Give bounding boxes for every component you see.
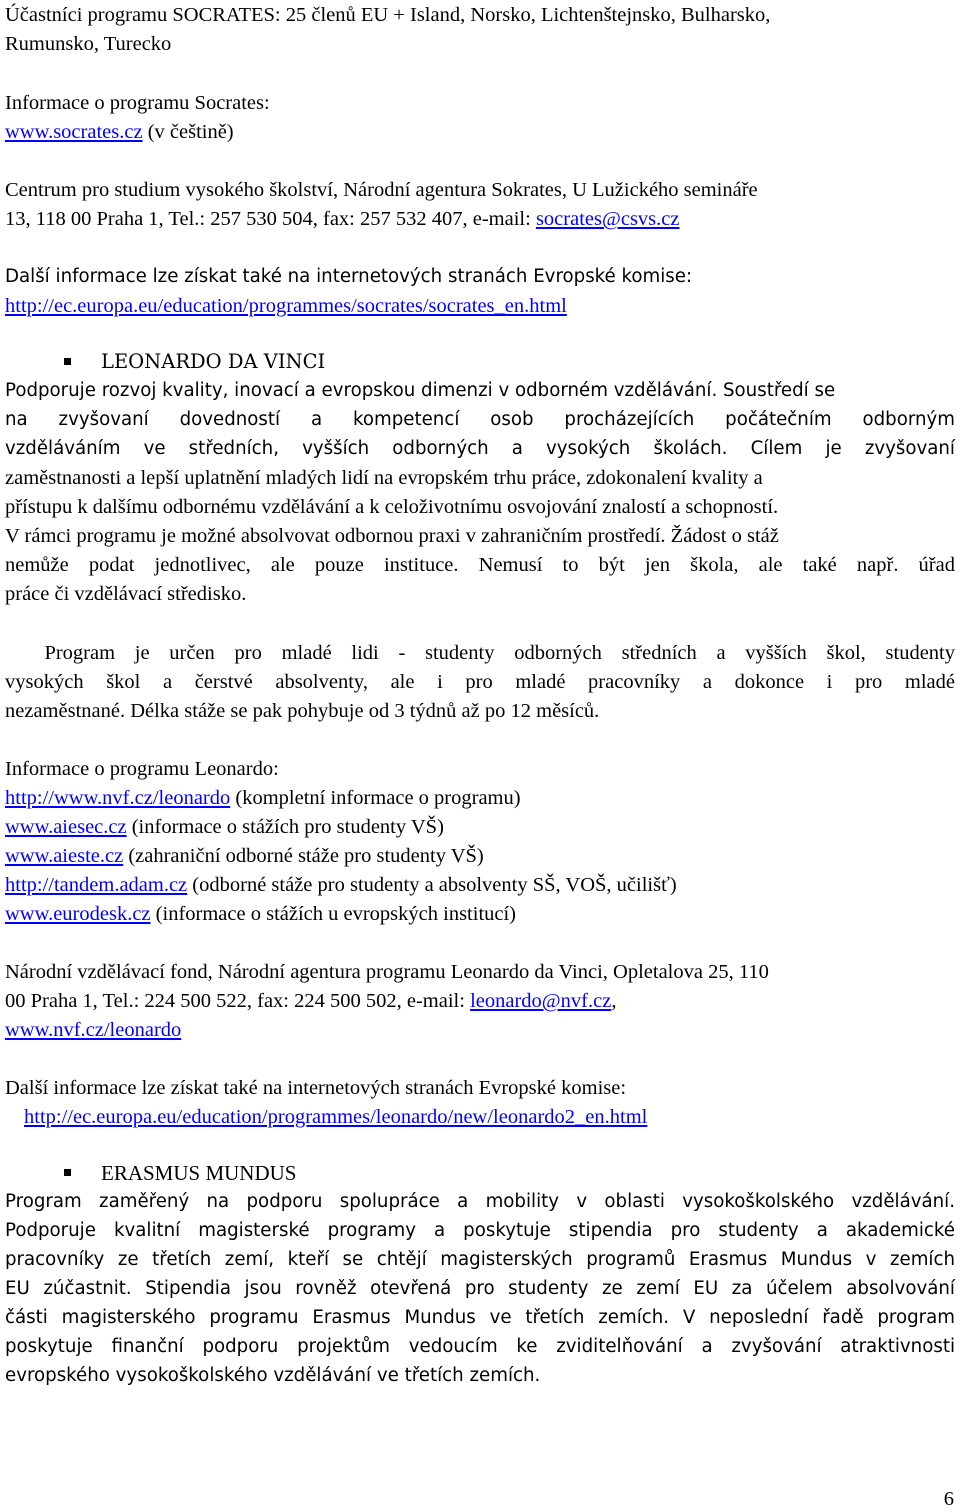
centrum-contact-text: 13, 118 00 Praha 1, Tel.: 257 530 504, fax: 257 532 407, e-mail: — [5, 208, 536, 230]
leonardo-p2-line-3: nezaměstnané. Délka stáže se pak pohybuje od 3 týdnů až po 12 měsíců. — [5, 700, 600, 722]
leonardo-p1-line-1: Podporuje rozvoj kvality, inovací a evropskou dimenzi v odborném vzdělávání. Soustředí se — [5, 380, 836, 401]
nvf-leonardo-link[interactable]: http://www.nvf.cz/leonardo — [5, 787, 231, 809]
leonardo-link-row — [5, 785, 521, 811]
nvf-contact-text: 00 Praha 1, Tel.: 224 500 522, fax: 224 500 502, e-mail: — [5, 990, 471, 1012]
leonardo-bullet-icon — [64, 358, 71, 365]
leonardo-link-row — [5, 843, 484, 869]
leonardo-p1-line-7: nemůže podat jednotlivec, ale pouze instituce. Nemusí to být jen škola, ale také např. úřad — [5, 554, 955, 576]
centrum-address-line-1: Centrum pro studium vysokého školství, Národní agentura Sokrates, U Lužického semináře — [5, 179, 758, 201]
erasmus-line-5: části magisterského programu Erasmus Mundus ve třetích zemích. V neposlední řadě program — [5, 1307, 955, 1328]
leonardo-ec-link[interactable]: http://ec.europa.eu/education/programmes/leonardo/new/leonardo2_en.html — [24, 1106, 648, 1128]
leonardo-p1-line-5: přístupu k dalšímu odbornému vzdělávání a k celoživotnímu osvojování znalostí a schopností. — [5, 496, 779, 518]
centrum-address-line-2 — [5, 206, 679, 232]
page-number: 6 — [943, 1488, 954, 1510]
nvf-web-line — [5, 1017, 181, 1043]
erasmus-line-3: pracovníky ze třetích zemí, kteří se chtějí magisterských programů Erasmus Mundus v zemích — [5, 1249, 955, 1270]
aiesec-note: (informace o stážích pro studenty VŠ) — [126, 816, 444, 838]
leonardo-p1-line-8: práce či vzdělávací středisko. — [5, 583, 247, 605]
leonardo-info-label: Informace o programu Leonardo: — [5, 758, 279, 780]
aiesec-link[interactable]: www.aiesec.cz — [5, 816, 127, 838]
erasmus-line-7: evropského vysokoškolského vzdělávání ve třetích zemích. — [5, 1365, 541, 1386]
nvf-address-line-2 — [5, 988, 616, 1014]
leonardo-p1-line-4: zaměstnanosti a lepší uplatnění mladých lidí na evropském trhu práce, zdokonalení kvality a — [5, 467, 763, 489]
tandem-note: (odborné stáže pro studenty a absolventy SŠ, VOŠ, učilišť) — [187, 874, 677, 896]
eurodesk-link[interactable]: www.eurodesk.cz — [5, 903, 151, 925]
leonardo-p1-line-3: vzděláváním ve středních, vyšších odborných a vysokých školách. Cílem je zvyšovaní — [5, 438, 955, 459]
leonardo-link-row — [5, 872, 677, 898]
socrates-participants-line-1: Účastníci programu SOCRATES: 25 členů EU + Island, Norsko, Lichtenštejnsko, Bulharsko, — [5, 4, 771, 26]
leonardo-heading: LEONARDO DA VINCI — [101, 350, 326, 373]
nvf-leonardo-note: (kompletní informace o programu) — [230, 787, 521, 809]
leonardo-p1-line-2: na zvyšovaní dovedností a kompetencí osob procházejících počátečním odborným — [5, 409, 955, 430]
socrates-ec-link[interactable]: http://ec.europa.eu/education/programmes/socrates/socrates_en.html — [5, 295, 567, 317]
nvf-comma: , — [611, 990, 617, 1012]
aieste-note: (zahraniční odborné stáže pro studenty VŠ) — [123, 845, 484, 867]
socrates-link-note: (v češtině) — [142, 121, 234, 143]
aieste-link[interactable]: www.aieste.cz — [5, 845, 124, 867]
eurodesk-note: (informace o stážích u evropských institucí) — [150, 903, 517, 925]
tandem-link[interactable]: http://tandem.adam.cz — [5, 874, 188, 896]
leonardo-ec-link-line — [24, 1104, 647, 1130]
nvf-web-link[interactable]: www.nvf.cz/leonardo — [5, 1019, 182, 1041]
erasmus-line-4: EU zúčastnit. Stipendia jsou rovněž otevřená pro studenty ze zemí EU za účelem absolvování — [5, 1278, 955, 1299]
socrates-more-info: Další informace lze získat také na internetových stranách Evropské komise: — [5, 266, 693, 287]
erasmus-bullet-icon — [64, 1169, 71, 1176]
socrates-ec-link-line — [5, 293, 567, 319]
socrates-info-label: Informace o programu Socrates: — [5, 92, 270, 114]
nvf-email-link[interactable]: leonardo@nvf.cz — [470, 990, 612, 1012]
socrates-website-link[interactable]: www.socrates.cz — [5, 121, 143, 143]
leonardo-link-row — [5, 901, 516, 927]
nvf-address-line-1: Národní vzdělávací fond, Národní agentura programu Leonardo da Vinci, Opletalova 25, 110 — [5, 961, 769, 983]
centrum-email-link[interactable]: socrates@csvs.cz — [535, 208, 680, 230]
erasmus-line-6: poskytuje finanční podporu projektům vedoucím ke zviditelňování a zvyšování atraktivnosti — [5, 1336, 955, 1357]
leonardo-p2-line-2: vysokých škol a čerstvé absolventy, ale i pro mladé pracovníky a dokonce i pro mladé — [5, 671, 955, 693]
erasmus-heading: ERASMUS MUNDUS — [101, 1161, 297, 1185]
leonardo-more-info: Další informace lze získat také na internetových stranách Evropské komise: — [5, 1077, 627, 1099]
leonardo-p1-line-6: V rámci programu je možné absolvovat odbornou praxi v zahraničním prostředí. Žádost o stáž — [5, 525, 779, 547]
socrates-link-line — [5, 119, 234, 145]
leonardo-p2-line-1: Program je určen pro mladé lidi - studenty odborných středních a vyšších škol, studenty — [5, 642, 955, 664]
socrates-participants-line-2: Rumunsko, Turecko — [5, 33, 172, 55]
erasmus-line-2: Podporuje kvalitní magisterské programy a poskytuje stipendia pro studenty a akademické — [5, 1220, 955, 1241]
erasmus-line-1: Program zaměřený na podporu spolupráce a mobility v oblasti vysokoškolského vzdělávání. — [5, 1191, 955, 1212]
leonardo-link-row — [5, 814, 444, 840]
